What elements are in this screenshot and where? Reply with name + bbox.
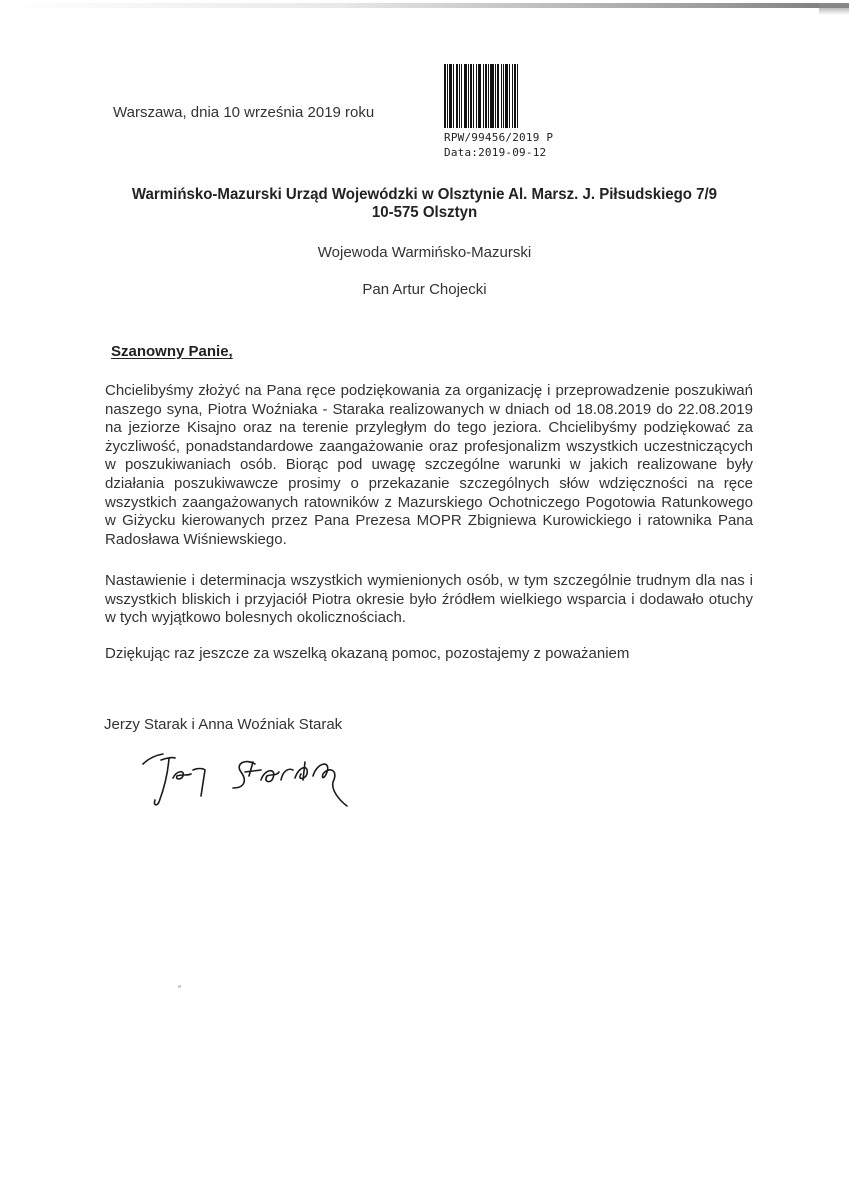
scan-speck [178, 985, 181, 988]
signature-stroke [245, 762, 261, 776]
recipient-office [13, 186, 837, 222]
signature-stroke [281, 769, 293, 780]
registration-stamp [444, 64, 564, 158]
paragraph-closing: Dziękując raz jeszcze za wszelką okazaną pomoc, pozostajemy z poważaniem [105, 645, 630, 662]
signature-stroke [261, 771, 279, 782]
scan-corner-shadow [819, 3, 849, 15]
signature-stroke [193, 769, 205, 797]
signature-stroke [154, 758, 175, 805]
signature-stroke [295, 762, 307, 780]
paragraph-support: Nastawienie i determinacja wszystkich wymienionych osób, w tym szczególnie trudnym dla nas i wszystkich bliskich i przyjaciół Piotra okresie było źródłem wielkiego wsparcia i dodawało otuchy w tych wyjątkowo bolesnych okolicznościach. [105, 572, 753, 627]
signature-stroke [143, 754, 163, 764]
recipient-office-address: Warmińsko-Mazurski Urząd Wojewódzki w Olsztynie Al. Marsz. J. Piłsudskiego 7/9 [131, 186, 718, 203]
recipient-title: Wojewoda Warmińsko-Mazurski [317, 244, 532, 261]
place-and-date: Warszawa, dnia 10 września 2019 roku [113, 104, 375, 121]
recipient-name: Pan Artur Chojecki [362, 281, 487, 298]
salutation: Szanowny Panie, [111, 343, 233, 360]
stamp-reference: RPW/99456/2019 P [444, 131, 554, 144]
stamp-date: Data:2019-09-12 [444, 146, 547, 159]
signature-stroke [313, 764, 347, 806]
recipient-office-postcode: 10-575 Olsztyn [371, 204, 478, 221]
barcode-icon [444, 64, 564, 128]
signature-stroke [173, 772, 191, 779]
paragraph-thanks: Chcielibyśmy złożyć na Pana ręce podziękowania za organizację i przeprowadzenie poszukiwań naszego syna, Piotra Woźniaka - Staraka realizowanych w dniach od 18.08.2019 do 22.08.2019 na jeziorze Kisajno oraz na terenie przyległym do tego jeziora. Chcielibyśmy podziękować za życzliwość, ponadstandardowe zaangażowanie oraz profesjonalizm wszystkich uczestniczących w poszukiwaniach osób. Biorąc pod uwagę szczególne warunki w jakich realizowane były działania poszukiwawcze prosimy o przekazanie szczególnych słów wdzięczności na ręce wszystkich zaangażowanych ratowników z Mazurskiego Ochotniczego Pogotowia Ratunkowego w Giżycku kierowanych przez Pana Prezesa MOPR Zbigniewa Kurowickiego i ratownika Pana Radosława Wiśniewskiego. [105, 382, 753, 548]
scan-edge-shadow [0, 3, 849, 8]
barcode-gap [518, 64, 519, 128]
signers-names: Jerzy Starak i Anna Woźniak Starak [104, 716, 343, 733]
handwritten-signature-icon [135, 740, 375, 820]
